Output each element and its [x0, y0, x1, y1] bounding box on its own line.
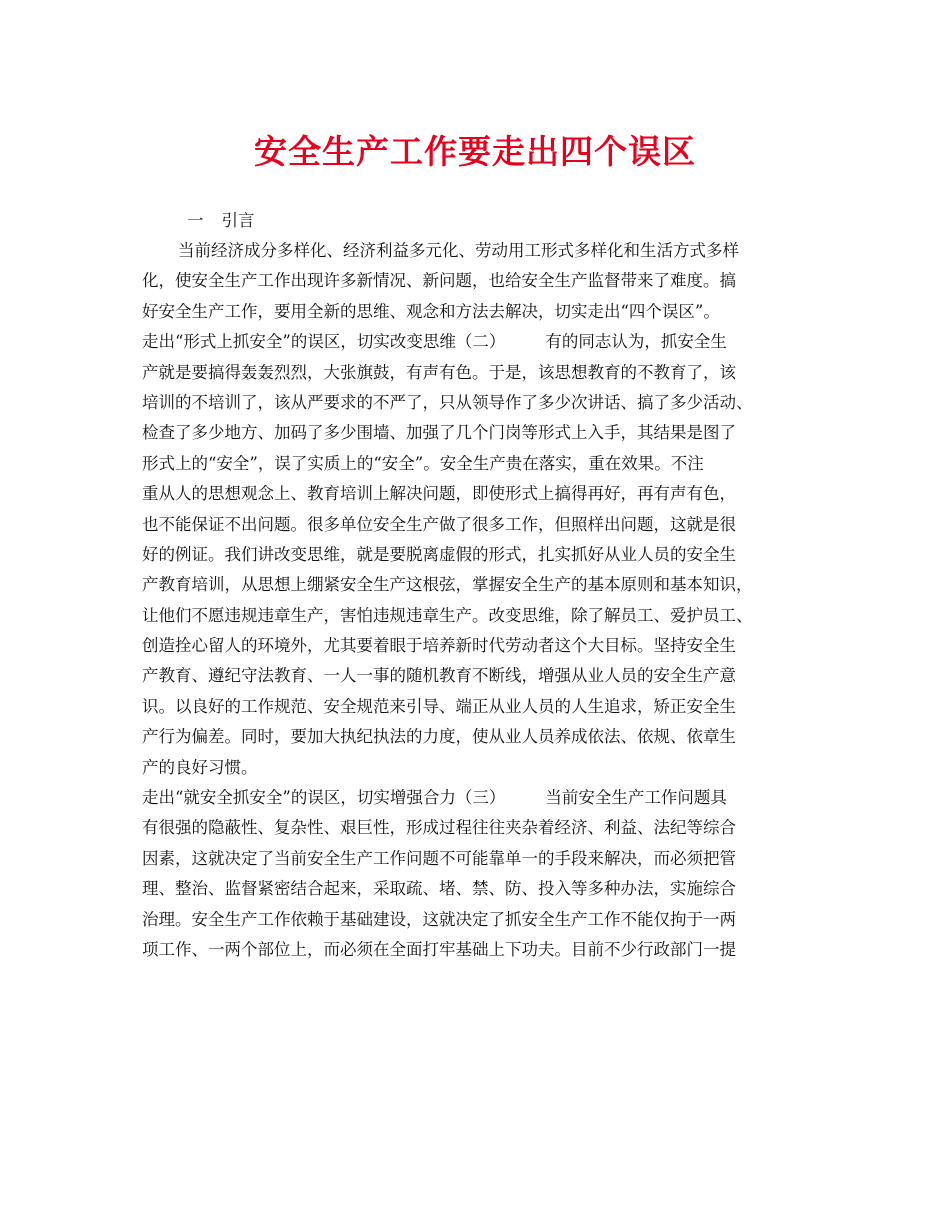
text-line — [142, 327, 812, 357]
text-line: 好的例证。我们讲改变思维，就是要脱离虚假的形式，扎实抓好从业人员的安全生 — [142, 544, 736, 564]
section-heading-3: 走出“就安全抓安全”的误区，切实增强合力（三） — [142, 788, 506, 808]
text-line — [142, 783, 812, 813]
text-line: 产就是要搞得轰轰烈烈，大张旗鼓，有声有色。于是，该思想教育的不教育了，该 — [142, 362, 736, 382]
text-line: 也不能保证不出问题。很多单位安全生产做了很多工作，但照样出问题，这就是很 — [142, 514, 736, 534]
text-line: 检查了多少地方、加码了多少围墙、加强了几个门岗等形式上入手，其结果是图了 — [142, 423, 736, 443]
paragraph-form-over-substance — [142, 327, 812, 783]
text-line: 因素，这就决定了当前安全生产工作问题不可能靠单一的手段来解决，而必须把管 — [142, 848, 736, 868]
text-line: 让他们不愿违规违章生产，害怕违规违章生产。改变思维，除了解员工、爱护员工、 — [142, 605, 753, 625]
text-line: 产的良好习惯。 — [142, 757, 258, 777]
document-body — [142, 236, 812, 965]
text-line: 好安全生产工作，要用全新的思维、观念和方法去解决，切实走出“四个误区”。 — [142, 301, 720, 321]
text-line: 识。以良好的工作规范、安全规范来引导、端正从业人员的人生追求，矫正安全生 — [142, 696, 736, 716]
text-line: 培训的不培训了，该从严要求的不严了，只从领导作了多少次讲话、搞了多少活动、 — [142, 392, 753, 412]
text-line: 项工作、一两个部位上，而必须在全面打牢基础上下功夫。目前不少行政部门一提 — [142, 939, 736, 959]
section-number: 一 — [187, 211, 204, 230]
document-title: 安全生产工作要走出四个误区 — [254, 132, 696, 171]
section-title: 引言 — [221, 211, 255, 230]
text-line: 创造拴心留人的环境外，尤其要着眼于培养新时代劳动者这个大目标。坚持安全生 — [142, 636, 736, 656]
text-line: 理、整治、监督紧密结合起来，采取疏、堵、禁、防、投入等多种办法，实施综合 — [142, 879, 736, 899]
text-line: 产教育、遵纪守法教育、一人一事的随机教育不断线，增强从业人员的安全生产意 — [142, 666, 736, 686]
section-heading-2: 走出“形式上抓安全”的误区，切实改变思维（二） — [142, 332, 506, 352]
paragraph-3-start: 当前安全生产工作问题具 — [545, 788, 727, 808]
paragraph-intro — [142, 236, 812, 327]
text-line: 治理。安全生产工作依赖于基础建设，这就决定了抓安全生产工作不能仅拘于一两 — [142, 909, 736, 929]
text-line: 重从人的思想观念上、教育培训上解决问题，即使形式上搞得再好，再有声有色， — [142, 484, 736, 504]
text-line: 产行为偏差。同时，要加大执纪执法的力度，使从业人员养成依法、依规、依章生 — [142, 727, 736, 747]
text-line: 化，使安全生产工作出现许多新情况、新问题，也给安全生产监督带来了难度。搞 — [142, 271, 736, 291]
text-line: 产教育培训，从思想上绷紧安全生产这根弦，掌握安全生产的基本原则和基本知识， — [142, 575, 753, 595]
text-line: 形式上的“安全”，误了实质上的“安全”。安全生产贵在落实，重在效果。不注 — [142, 453, 704, 473]
section-heading-intro — [187, 206, 255, 236]
paragraph-joint-force — [142, 783, 812, 965]
paragraph-2-start: 有的同志认为，抓安全生 — [545, 332, 727, 352]
text-line: 当前经济成分多样化、经济利益多元化、劳动用工形式多样化和生活方式多样 — [178, 241, 739, 260]
text-line: 有很强的隐蔽性、复杂性、艰巨性，形成过程往往夹杂着经济、利益、法纪等综合 — [142, 818, 736, 838]
